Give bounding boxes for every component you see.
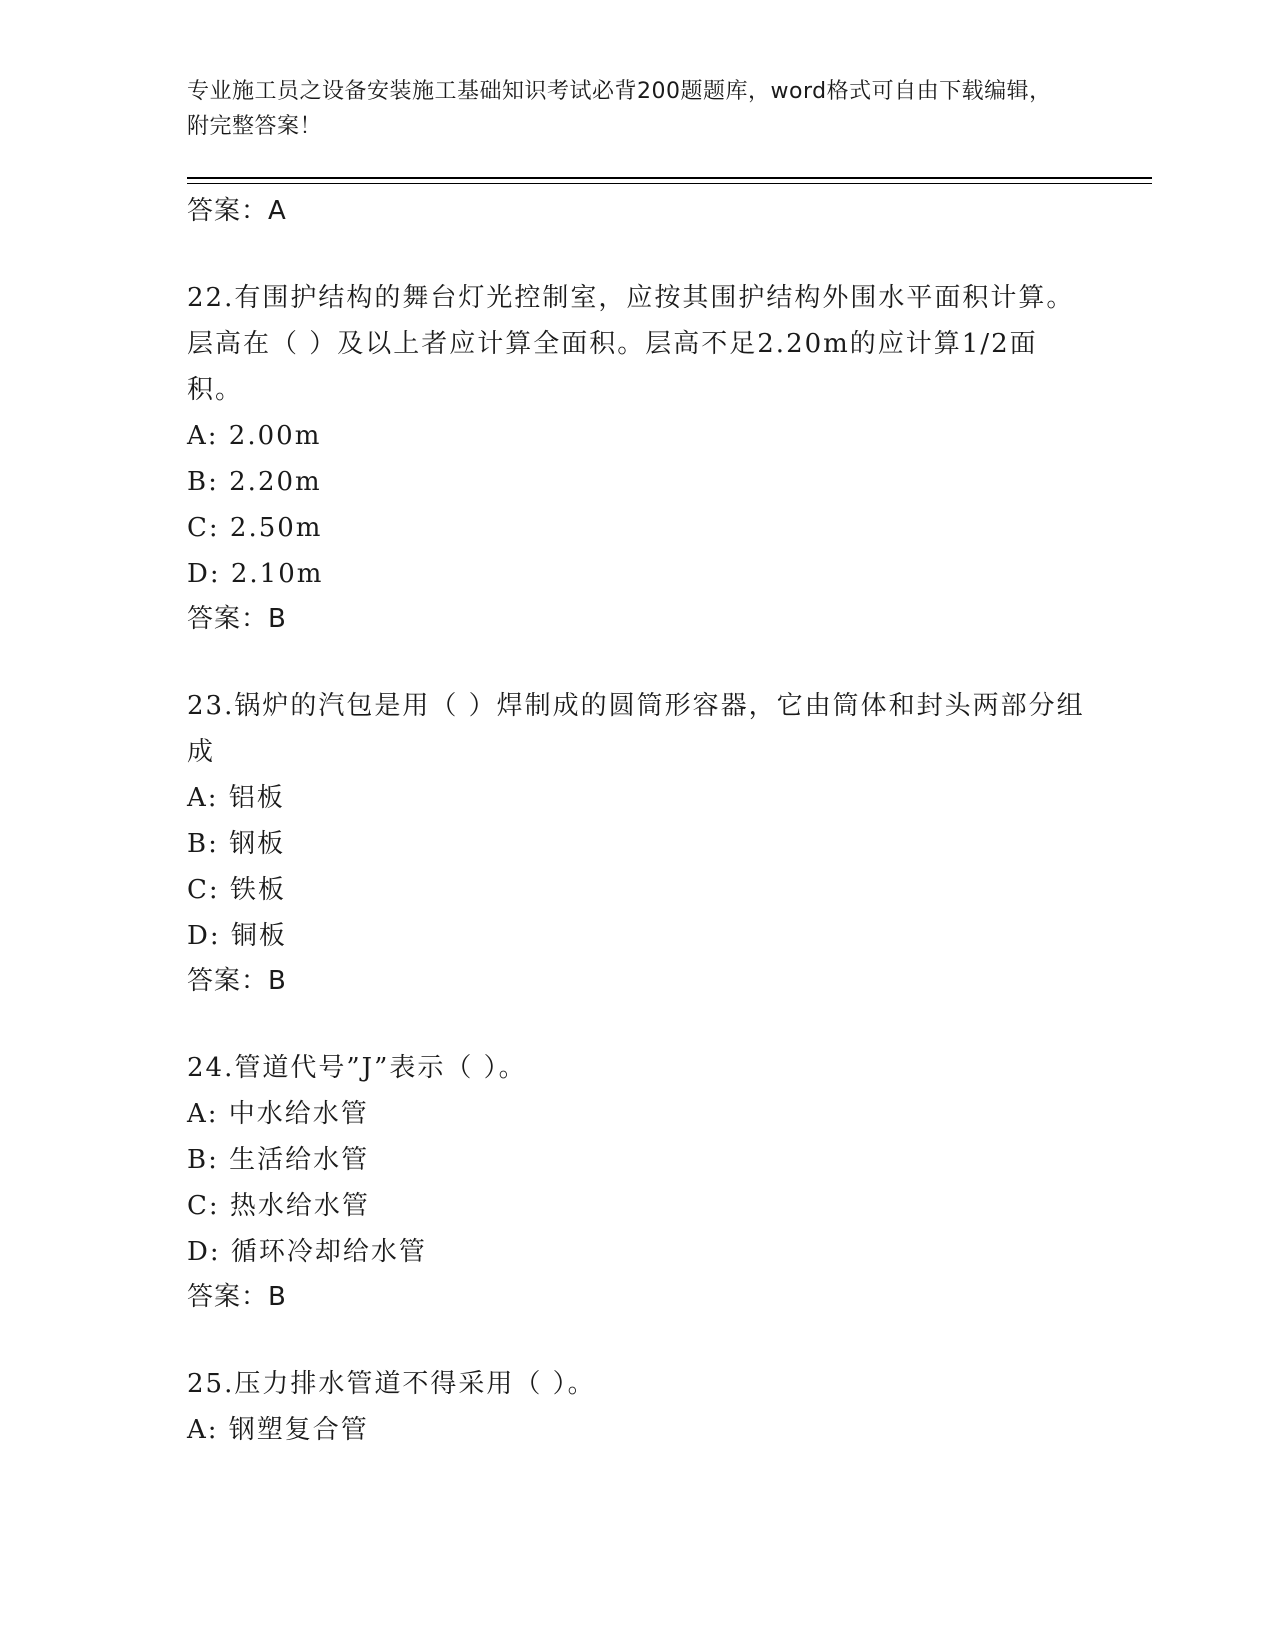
option-d: D: 循环冷却给水管	[187, 1237, 427, 1267]
option-d: D: 2.10m	[187, 559, 324, 589]
question-block	[187, 683, 1087, 1004]
answer-label: 答案：B	[187, 1282, 287, 1312]
option-c: C: 铁板	[187, 875, 286, 905]
question-block	[187, 275, 1087, 642]
question-text: 22.有围护结构的舞台灯光控制室，应按其围护结构外围水平面积计算。层高在（ ）及以上者应计算全面积。层高不足2.20m的应计算1/2面积。	[187, 283, 1075, 405]
question-block	[187, 1045, 1087, 1320]
option-a: A: 铝板	[187, 783, 285, 813]
question-text: 24.管道代号”J”表示（ ）。	[187, 1053, 527, 1083]
option-b: B: 2.20m	[187, 467, 322, 497]
option-d: D: 铜板	[187, 921, 287, 951]
option-a: A: 中水给水管	[187, 1099, 369, 1129]
question-text: 23.锅炉的汽包是用（ ）焊制成的圆筒形容器，它由筒体和封头两部分组成	[187, 691, 1085, 767]
option-a: A: 2.00m	[187, 421, 322, 451]
answer-label: 答案：B	[187, 604, 287, 634]
answer-label: 答案：A	[187, 196, 287, 226]
question-text: 25.压力排水管道不得采用（ ）。	[187, 1369, 596, 1399]
answer-label: 答案：B	[187, 966, 287, 996]
header-rule-thin	[187, 183, 1152, 184]
document-header: 专业施工员之设备安装施工基础知识考试必背200题题库，word格式可自由下载编辑，附完整答案！	[187, 79, 1052, 139]
header-rule-thick	[187, 177, 1152, 179]
question-block	[187, 1361, 1087, 1453]
option-b: B: 钢板	[187, 829, 286, 859]
option-a: A: 钢塑复合管	[187, 1415, 369, 1445]
option-c: C: 2.50m	[187, 513, 323, 543]
document-body	[187, 189, 1087, 1494]
option-c: C: 热水给水管	[187, 1191, 370, 1221]
option-b: B: 生活给水管	[187, 1145, 370, 1175]
